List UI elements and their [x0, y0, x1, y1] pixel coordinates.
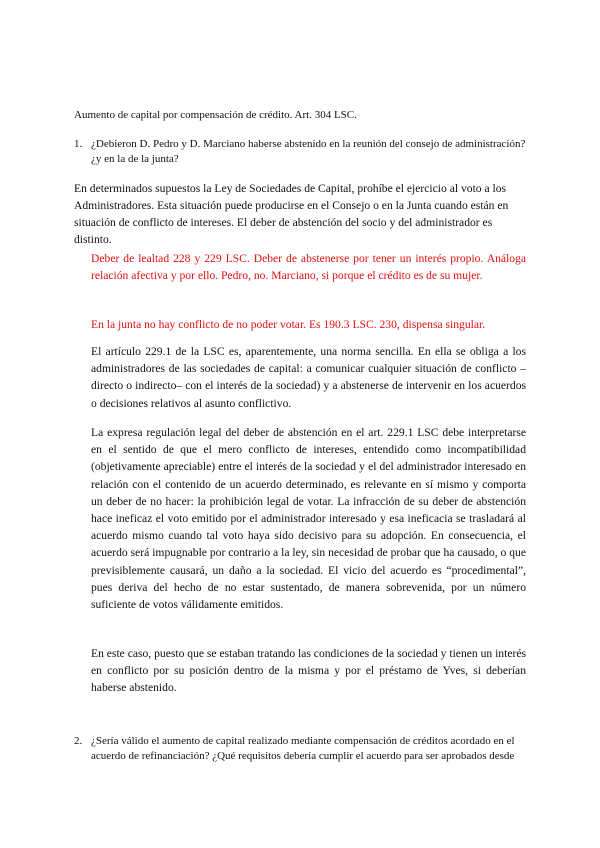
- intro-paragraph: En determinados supuestos la Ley de Sociedades de Capital, prohíbe el ejercicio al voto a los Administradores. Esta situación puede producirse en el Consejo o en la Junta cuando están en situación de conflicto de intereses. El deber de abstención del socio y del administrador es distinto.: [74, 182, 509, 246]
- question-2-text: ¿Sería válido el aumento de capital realizado mediante compensación de créditos acordado en el acuerdo de refinanciación? ¿Qué requisitos debería cumplir el acuerdo para ser aprobados desde: [91, 735, 515, 762]
- paragraph-this-case: En este caso, puesto que se estaban tratando las condiciones de la sociedad y tienen un interés en conflicto por su posición dentro de la misma y por el préstamo de Yves, si deberían haberse abstenido.: [91, 647, 526, 695]
- question-2: [74, 734, 534, 764]
- red-annotation-loyalty: Deber de lealtad 228 y 229 LSC. Deber de abstenerse por tener un interés propio. Análoga relación afectiva y por ello. Pedro, no. Marciano, si porque el crédito es de su mujer.: [91, 252, 526, 283]
- paragraph-legal-regulation: La expresa regulación legal del deber de abstención en el art. 229.1 LSC debe interpretarse en el sentido de que el mero conflicto de intereses, entendido como incompatibilidad (objetivamente apreciable) entre el interés de la sociedad y el del administrador interesado en relación con el contenido de un acuerdo determinado, es relevante en sí mismo y comporta un deber de no hacer: la prohibición legal de votar. La infracción de su deber de abstención hace ineficaz el voto emitido por el administrador interesado y esa ineficacia se trasladará al acuerdo mismo cuando tal voto haya sido decisivo para su adopción. En consecuencia, el acuerdo será impugnable por contrario a la ley, sin necesidad de probar que ha causado, o que previsiblemente causará, un daño a la sociedad. El vicio del acuerdo es “procedimental”, pues deriva del hecho de no estar sustentado, de manera sobrevenida, por un número suficiente de votos válidamente emitidos.: [91, 426, 526, 612]
- question-2-number: 2.: [74, 735, 83, 747]
- question-1-number: 1.: [74, 138, 83, 150]
- question-1-text: ¿Debieron D. Pedro y D. Marciano haberse abstenido en la reunión del consejo de administración? ¿y en la de la junta?: [91, 138, 526, 165]
- document-title: Aumento de capital por compensación de crédito. Art. 304 LSC.: [74, 109, 357, 121]
- question-1: [74, 137, 534, 167]
- red-annotation-junta: En la junta no hay conflicto de no poder votar. Es 190.3 LSC. 230, dispensa singular.: [91, 318, 486, 331]
- paragraph-article-229: El artículo 229.1 de la LSC es, aparentemente, una norma sencilla. En ella se obliga a los administradores de las sociedades de capital: a comunicar cualquier situación de conflicto –directo o indirecto– con el interés de la sociedad) y a abstenerse de intervenir en los acuerdos o decisiones relativos al asunto conflictivo.: [91, 345, 526, 410]
